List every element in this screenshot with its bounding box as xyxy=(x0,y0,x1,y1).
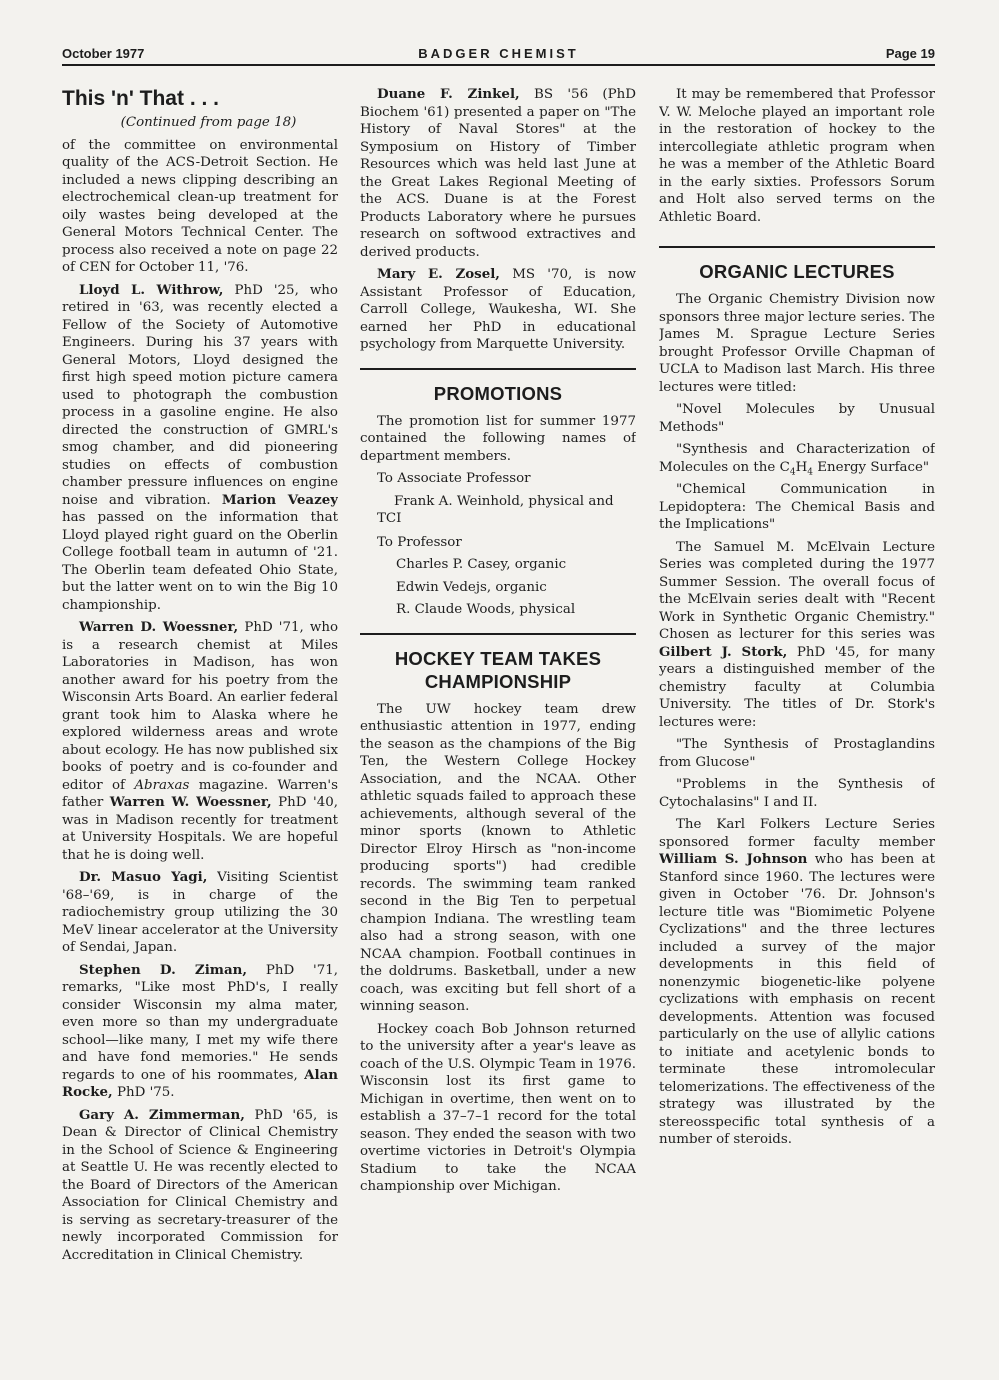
name-johnson: William S. Johnson xyxy=(659,851,808,867)
name-withrow: Lloyd L. Withrow, xyxy=(79,281,224,298)
publication-title: BADGER CHEMIST xyxy=(418,46,579,61)
issue-date: October 1977 xyxy=(62,46,145,61)
heading-promotions: PROMOTIONS xyxy=(433,382,563,404)
page-number: Page 19 xyxy=(885,46,935,61)
lecture-title: "Synthesis and Characterization of Molecules on the $C_4H_4$ Energy Surface" xyxy=(659,442,935,478)
article-title-this-n-that: This 'n' That . . . xyxy=(62,87,219,110)
divider xyxy=(659,246,935,248)
promotions-intro: The promotion list for summer 1977 contained the following names of department members. xyxy=(360,413,636,464)
name-zosel: Mary E. Zosel, xyxy=(377,266,500,282)
name-woessner-father: Warren W. Woessner, xyxy=(109,794,272,810)
heading-organic-lectures: ORGANIC LECTURES xyxy=(699,261,895,282)
divider xyxy=(360,368,636,370)
paragraph-withrow: Lloyd L. Withrow, PhD '25, who retired in '63, was recently elected a Fellow of the Society of Automotive Engineers. During his 37 years with General Motors, Lloyd designed the first high speed motion picture camera used to photograph the combustion process in a gasoline engine. He also directed the construction of GMRL's smog chamber, and did pioneering studies on effects of combustion chamber pressure influences on engine noise and vibration. Marion Veazey has passed on the information that Lloyd played right guard on the Oberlin College football team in autumn of '21. The Oberlin team defeated Ohio State, but the latter went on to win the Big 10 championship. xyxy=(62,281,338,613)
lecture-title: "Novel Molecules by Unusual Methods" xyxy=(659,402,935,435)
magazine-title: Abraxas xyxy=(134,777,190,793)
name-yagi: Dr. Masuo Yagi, xyxy=(79,869,208,885)
paragraph-woessner: Warren D. Woessner, PhD '71, who is a research chemist at Miles Laboratories in Madison, has won another award for his poetry from the Wisconsin Arts Board. An earlier federal grant took him to Alaska where he explored wilderness areas and wrote about ecology. He has now published six books of poetry and is co-founder and editor of Abraxas magazine. Warren's father Warren W. Woessner, PhD '40, was in Madison recently for treatment at University Hospitals. We are hopeful that he is doing well. xyxy=(62,619,338,863)
professor-heading: To Professor xyxy=(377,534,462,550)
paragraph-organic-1: The Organic Chemistry Division now sponsors three major lecture series. The James M. Sprague Lecture Series brought Professor Orville Chapman of UCLA to Madison last March. His three lectures were titled: xyxy=(659,292,935,395)
paragraph-zimmerman: Gary A. Zimmerman, PhD '65, is Dean & Director of Clinical Chemistry in the School of Science & Engineering at Seattle U. He was recently elected to the Board of Directors of the American Association for Clinical Chemistry and is serving as secretary-treasurer of the newly incorporated Commission for Accreditation in Clinical Chemistry. xyxy=(62,1106,338,1263)
promotion-name: R. Claude Woods, physical xyxy=(396,602,576,617)
promotion-name: Frank A. Weinhold, physical and TCI xyxy=(377,493,614,526)
paragraph-hockey-2: Hockey coach Bob Johnson returned to the university after a year's leave as coach of the U.S. Olympic Team in 1976. Wisconsin lost its first game to Michigan in overtime, then went on to establish a 37–7–1 record for the total season. They ended the season with two overtime victories in Detroit's Olympia Stadium to take the NCAA championship over Michigan. xyxy=(360,1021,636,1194)
name-stork: Gilbert J. Stork, xyxy=(659,643,788,660)
paragraph-ziman: Stephen D. Ziman, PhD '71, remarks, "Like most PhD's, I really consider Wisconsin my alma mater, even more so than my undergraduate school—like many, I met my wife there and have fond memories." He sends regards to one of his roommates, Alan Rocke, PhD '75. xyxy=(62,961,338,1100)
paragraph-hockey-3: It may be remembered that Professor V. W. Meloche played an important role in the restoration of hockey to the intercollegiate athletic program when he was a member of the Athletic Board in the early sixties. Professors Sorum and Holt also served terms on the Athletic Board. xyxy=(659,87,935,225)
paragraph-organic-3: The Karl Folkers Lecture Series sponsored former faculty member William S. Johnson who has been at Stanford since 1960. The lectures were given in October '76. Dr. Johnson's lecture title was "Biomimetic Polyene Cyclizations" and the three lectures included a survey of the major developments in this field of nonenzymic biogenetic-like polyene cyclizations with emphasis on recent developments. Attention was focused particularly on the use of allylic cations to initiate and acetylenic bonds to terminate these intromolecular telomerizations. The effectiveness of the strategy was illustrated by the stereosspecific total synthesis of a number of steroids. xyxy=(659,817,935,1147)
name-rocke: Alan Rocke, xyxy=(62,1066,338,1100)
paragraph-hockey-1: The UW hockey team drew enthusiastic attention in 1977, ending the season as the champions of the Big Ten, the Western College Hockey Association, and the NCAA. Other athletic squads failed to approach these achievements, although several of the minor sports (known to Athletic Director Elroy Hirsch as "non-income producing sports") had credible records. The swimming team ranked second in the Big Ten to perpetual champion Indiana. The wrestling team also had a strong season, with one NCAA champion. Football continues in the doldrums. Basketball, under a new coach, was exciting but fell short of a winning season. xyxy=(360,701,636,1014)
promotion-name: Charles P. Casey, organic xyxy=(396,557,567,572)
heading-hockey: HOCKEY TEAM TAKES CHAMPIONSHIP xyxy=(394,647,602,692)
paragraph-environmental: of the committee on environmental quality of the ACS-Detroit Section. He included a news clipping describing an electrochemical clean-up treatment for oily wastes being developed at the General Motors Technical Center. The process also received a note on page 22 of CEN for October 11, '76. xyxy=(62,137,338,275)
paragraph-yagi: Dr. Masuo Yagi, Visiting Scientist '68–'69, is in charge of the radiochemistry group utilizing the 30 MeV linear accelerator at the University of Sendai, Japan. xyxy=(62,869,338,955)
associate-professor-heading: To Associate Professor xyxy=(377,471,531,486)
lecture-title: "The Synthesis of Prostaglandins from Glucose" xyxy=(659,737,935,770)
paragraph-zosel: Mary E. Zosel, MS '70, is now Assistant Professor of Education, Carroll College, Waukesha, WI. She earned her PhD in educational psychology from Marquette University. xyxy=(360,266,636,352)
paragraph-zinkel: Duane F. Zinkel, BS '56 (PhD Biochem '61) presented a paper on "The History of Naval Stores" at the Symposium on History of Timber Resources which was held last June at the Great Lakes Regional Meeting of the ACS. Duane is at the Forest Products Laboratory where he pursues research on softwood extractives and derived products. xyxy=(360,86,636,260)
column-1 xyxy=(62,86,338,1324)
column-3 xyxy=(659,86,935,1324)
continued-note: (Continued from page 18) xyxy=(120,115,297,130)
page-header xyxy=(62,42,935,66)
promotion-name: Edwin Vedejs, organic xyxy=(396,579,547,595)
name-ziman: Stephen D. Ziman, xyxy=(79,961,248,978)
column-2 xyxy=(360,86,636,1324)
lecture-title: "Problems in the Synthesis of Cytochalasins" I and II. xyxy=(659,777,935,810)
paragraph-organic-2: The Samuel M. McElvain Lecture Series was completed during the 1977 Summer Session. The overall focus of the McElvain series dealt with "Recent Work in Synthetic Organic Chemistry." Chosen as lecturer for this series was Gilbert J. Stork, PhD '45, for many years a distinguished member of the chemistry faculty at Columbia University. The titles of Dr. Stork's lectures were: xyxy=(659,539,935,730)
name-zinkel: Duane F. Zinkel, xyxy=(377,86,520,102)
name-veazey: Marion Veazey xyxy=(221,491,338,508)
lecture-title: "Chemical Communication in Lepidoptera: The Chemical Basis and the Implications" xyxy=(659,482,935,532)
name-woessner: Warren D. Woessner, xyxy=(79,619,239,635)
divider xyxy=(360,633,636,635)
name-zimmerman: Gary A. Zimmerman, xyxy=(79,1106,245,1123)
